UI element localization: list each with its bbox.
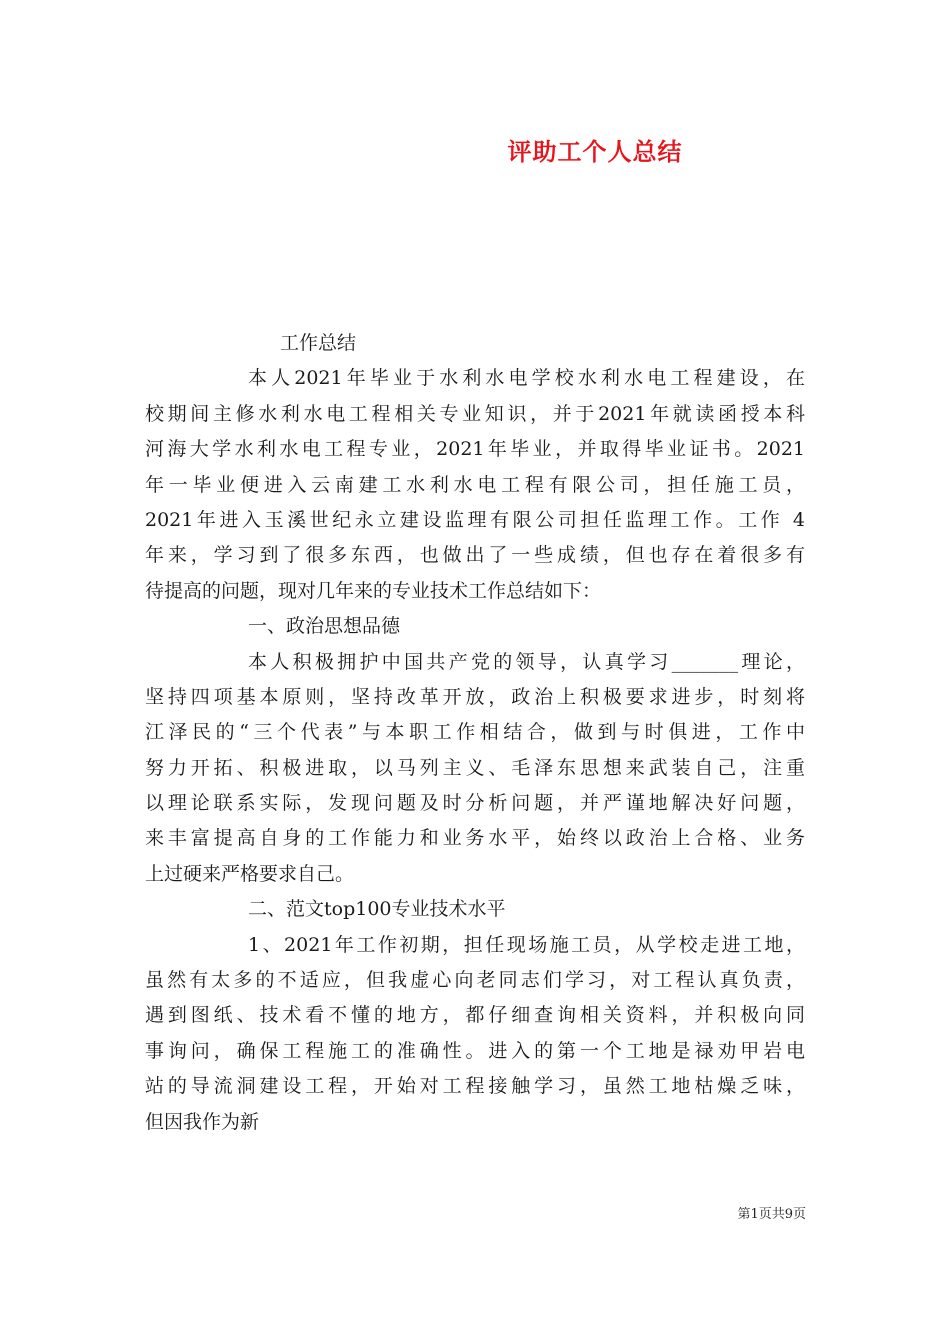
paragraph-line: 2021年进入玉溪世纪永立建设监理有限公司担任监理工作。工作 4 <box>145 508 805 531</box>
document-body <box>145 326 805 1140</box>
paragraph-line: 但因我作为新 <box>145 1110 260 1133</box>
paragraph-line: 以理论联系实际，发现问题及时分析问题，并严谨地解决好问题， <box>145 792 805 815</box>
paragraph-line: 年一毕业便进入云南建工水利水电工程有限公司，担任施工员， <box>145 473 805 496</box>
paragraph-line: 来丰富提高自身的工作能力和业务水平，始终以政治上合格、业务 <box>145 827 805 850</box>
section-title: 二、范文top100专业技术水平 <box>248 898 506 921</box>
paragraph-line: 江泽民的“三个代表”与本职工作相结合，做到与时俱进，工作中 <box>145 721 805 744</box>
paragraph-line: 年来，学习到了很多东西，也做出了一些成绩，但也存在着很多有 <box>145 544 805 567</box>
page-indicator: 第1页共9页 <box>737 1207 806 1222</box>
paragraph-line: 本人积极拥护中国共产党的领导，认真学习_______理论， <box>248 650 805 673</box>
paragraph-line: 本人2021年毕业于水利水电学校水利水电工程建设，在 <box>248 367 805 390</box>
section-heading: 工作总结 <box>280 332 357 354</box>
paragraph-line: 上过硬来严格要求自己。 <box>145 862 355 885</box>
paragraph-line: 河海大学水利水电工程专业，2021年毕业，并取得毕业证书。2021 <box>145 438 805 461</box>
paragraph-line: 1、2021年工作初期，担任现场施工员，从学校走进工地， <box>248 933 805 956</box>
paragraph-line: 虽然有太多的不适应，但我虚心向老同志们学习，对工程认真负责， <box>145 969 805 992</box>
paragraph-line: 待提高的问题，现对几年来的专业技术工作总结如下： <box>145 579 602 602</box>
section-title: 一、政治思想品德 <box>248 615 401 638</box>
paragraph-line: 事询问，确保工程施工的准确性。进入的第一个工地是禄劝甲岩电 <box>145 1039 805 1062</box>
paragraph-line: 坚持四项基本原则，坚持改革开放，政治上积极要求进步，时刻将 <box>145 685 805 708</box>
page-title: 评助工个人总结 <box>507 137 683 166</box>
paragraph-line: 遇到图纸、技术看不懂的地方，都仔细查询相关资料，并积极向同 <box>145 1004 805 1027</box>
paragraph-line: 努力开拓、积极进取，以马列主义、毛泽东思想来武装自己，注重 <box>145 756 805 779</box>
paragraph-line: 校期间主修水利水电工程相关专业知识，并于2021年就读函授本科 <box>145 402 805 425</box>
paragraph-line: 站的导流洞建设工程，开始对工程接触学习，虽然工地枯燥乏味， <box>145 1075 805 1098</box>
